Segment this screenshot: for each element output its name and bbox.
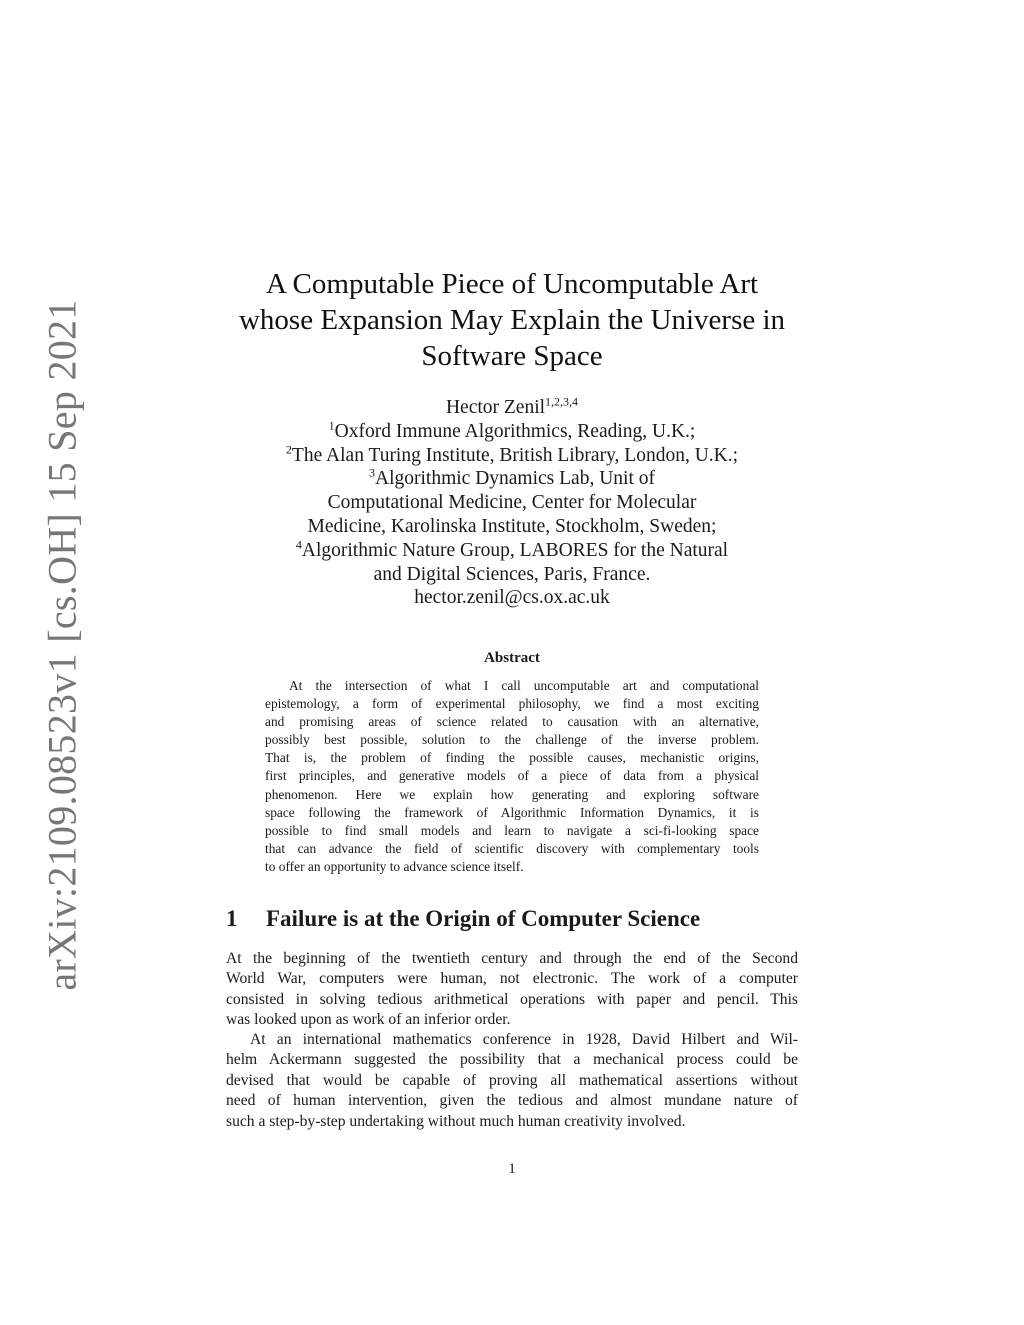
body-line: World War, computers were human, not electronic. The work of a computer [226,970,798,988]
abstract-line: phenomenon. Here we explain how generating and exploring software [265,786,759,802]
affiliation-mark: 3 [369,465,375,480]
abstract-line: That is, the problem of finding the possible causes, mechanistic origins, [265,750,759,766]
author-email: hector.zenil@cs.ox.ac.uk [414,587,610,609]
author-block [200,396,824,610]
author-name-text: Hector Zenil [445,397,546,418]
abstract-line: and promising areas of science related to causation with an alternative, [265,714,759,730]
body-line: At an international mathematics conference in 1928, David Hilbert and Wil- [250,1031,798,1048]
affiliation-mark: 4 [295,537,302,552]
abstract-line: possibly best possible, solution to the challenge of the inverse problem. [265,732,759,748]
author-affiliation-marks: 1,2,3,4 [545,394,579,409]
abstract-line: possible to find small models and learn to navigate a sci-fi-looking space [265,822,759,838]
body-line: need of human intervention, given the tedious and almost mundane nature of [226,1092,798,1110]
affiliation-text: Medicine, Karolinska Institute, Stockholm, Sweden; [307,515,717,537]
affiliation-line [200,563,824,587]
affiliation-text: Algorithmic Nature Group, LABORES for the Natural [301,539,729,561]
abstract-line: that can advance the field of scientific discovery with complementary tools [265,840,759,856]
affiliation-text: Computational Medicine, Center for Molecular [327,492,697,514]
page-number: 1 [508,1161,516,1177]
body-line: At the beginning of the twentieth century and through the end of the Second [226,950,798,967]
abstract-line: At the intersection of what I call uncomputable art and computational [289,678,759,693]
section-number: 1 [226,906,238,931]
body-line: such a step-by-step undertaking without much human creativity involved. [226,1112,686,1130]
body-paragraph [226,949,798,1031]
body-line: consisted in solving tedious arithmetical operations with paper and pencil. This [226,990,798,1008]
affiliation-text: Oxford Immune Algorithmics, Reading, U.K.; [334,420,696,442]
section-title: Failure is at the Origin of Computer Science [266,906,701,931]
affiliation-line [200,491,824,515]
paper-title [200,266,824,374]
affiliation-line [200,444,824,468]
body-line: was looked upon as work of an inferior order. [226,1011,511,1029]
affiliation-line [200,467,824,491]
body-line: helm Ackermann suggested the possibility that a mechanical process could be [226,1051,798,1069]
title-line: Software Space [421,340,603,372]
body-paragraph [226,1030,798,1132]
abstract-line: epistemology, a form of experimental philosophy, we find a most exciting [265,696,759,712]
arxiv-identifier: arXiv:2109.08523v1 [cs.OH] 15 Sep 2021 [39,299,85,991]
affiliation-text: Algorithmic Dynamics Lab, Unit of [375,468,655,490]
abstract-line: first principles, and generative models of a piece of data from a physical [265,768,759,784]
title-line: A Computable Piece of Uncomputable Art [265,268,759,300]
author-name [200,396,824,420]
title-line: whose Expansion May Explain the Universe in [238,304,786,336]
affiliation-text: The Alan Turing Institute, British Library, London, U.K.; [291,444,739,466]
affiliation-mark: 2 [285,442,292,457]
affiliation-mark: 1 [328,418,335,433]
abstract-line: space following the framework of Algorithmic Information Dynamics, it is [265,804,759,820]
abstract-heading: Abstract [484,650,540,666]
affiliation-line [200,539,824,563]
affiliation-text: and Digital Sciences, Paris, France. [373,563,651,585]
body-line: devised that would be capable of proving all mathematical assertions without [226,1071,798,1089]
abstract-text [265,677,759,876]
abstract-line: to offer an opportunity to advance science itself. [265,858,524,874]
affiliation-line [200,515,824,539]
affiliation-line [200,420,824,444]
section-heading [226,906,700,932]
